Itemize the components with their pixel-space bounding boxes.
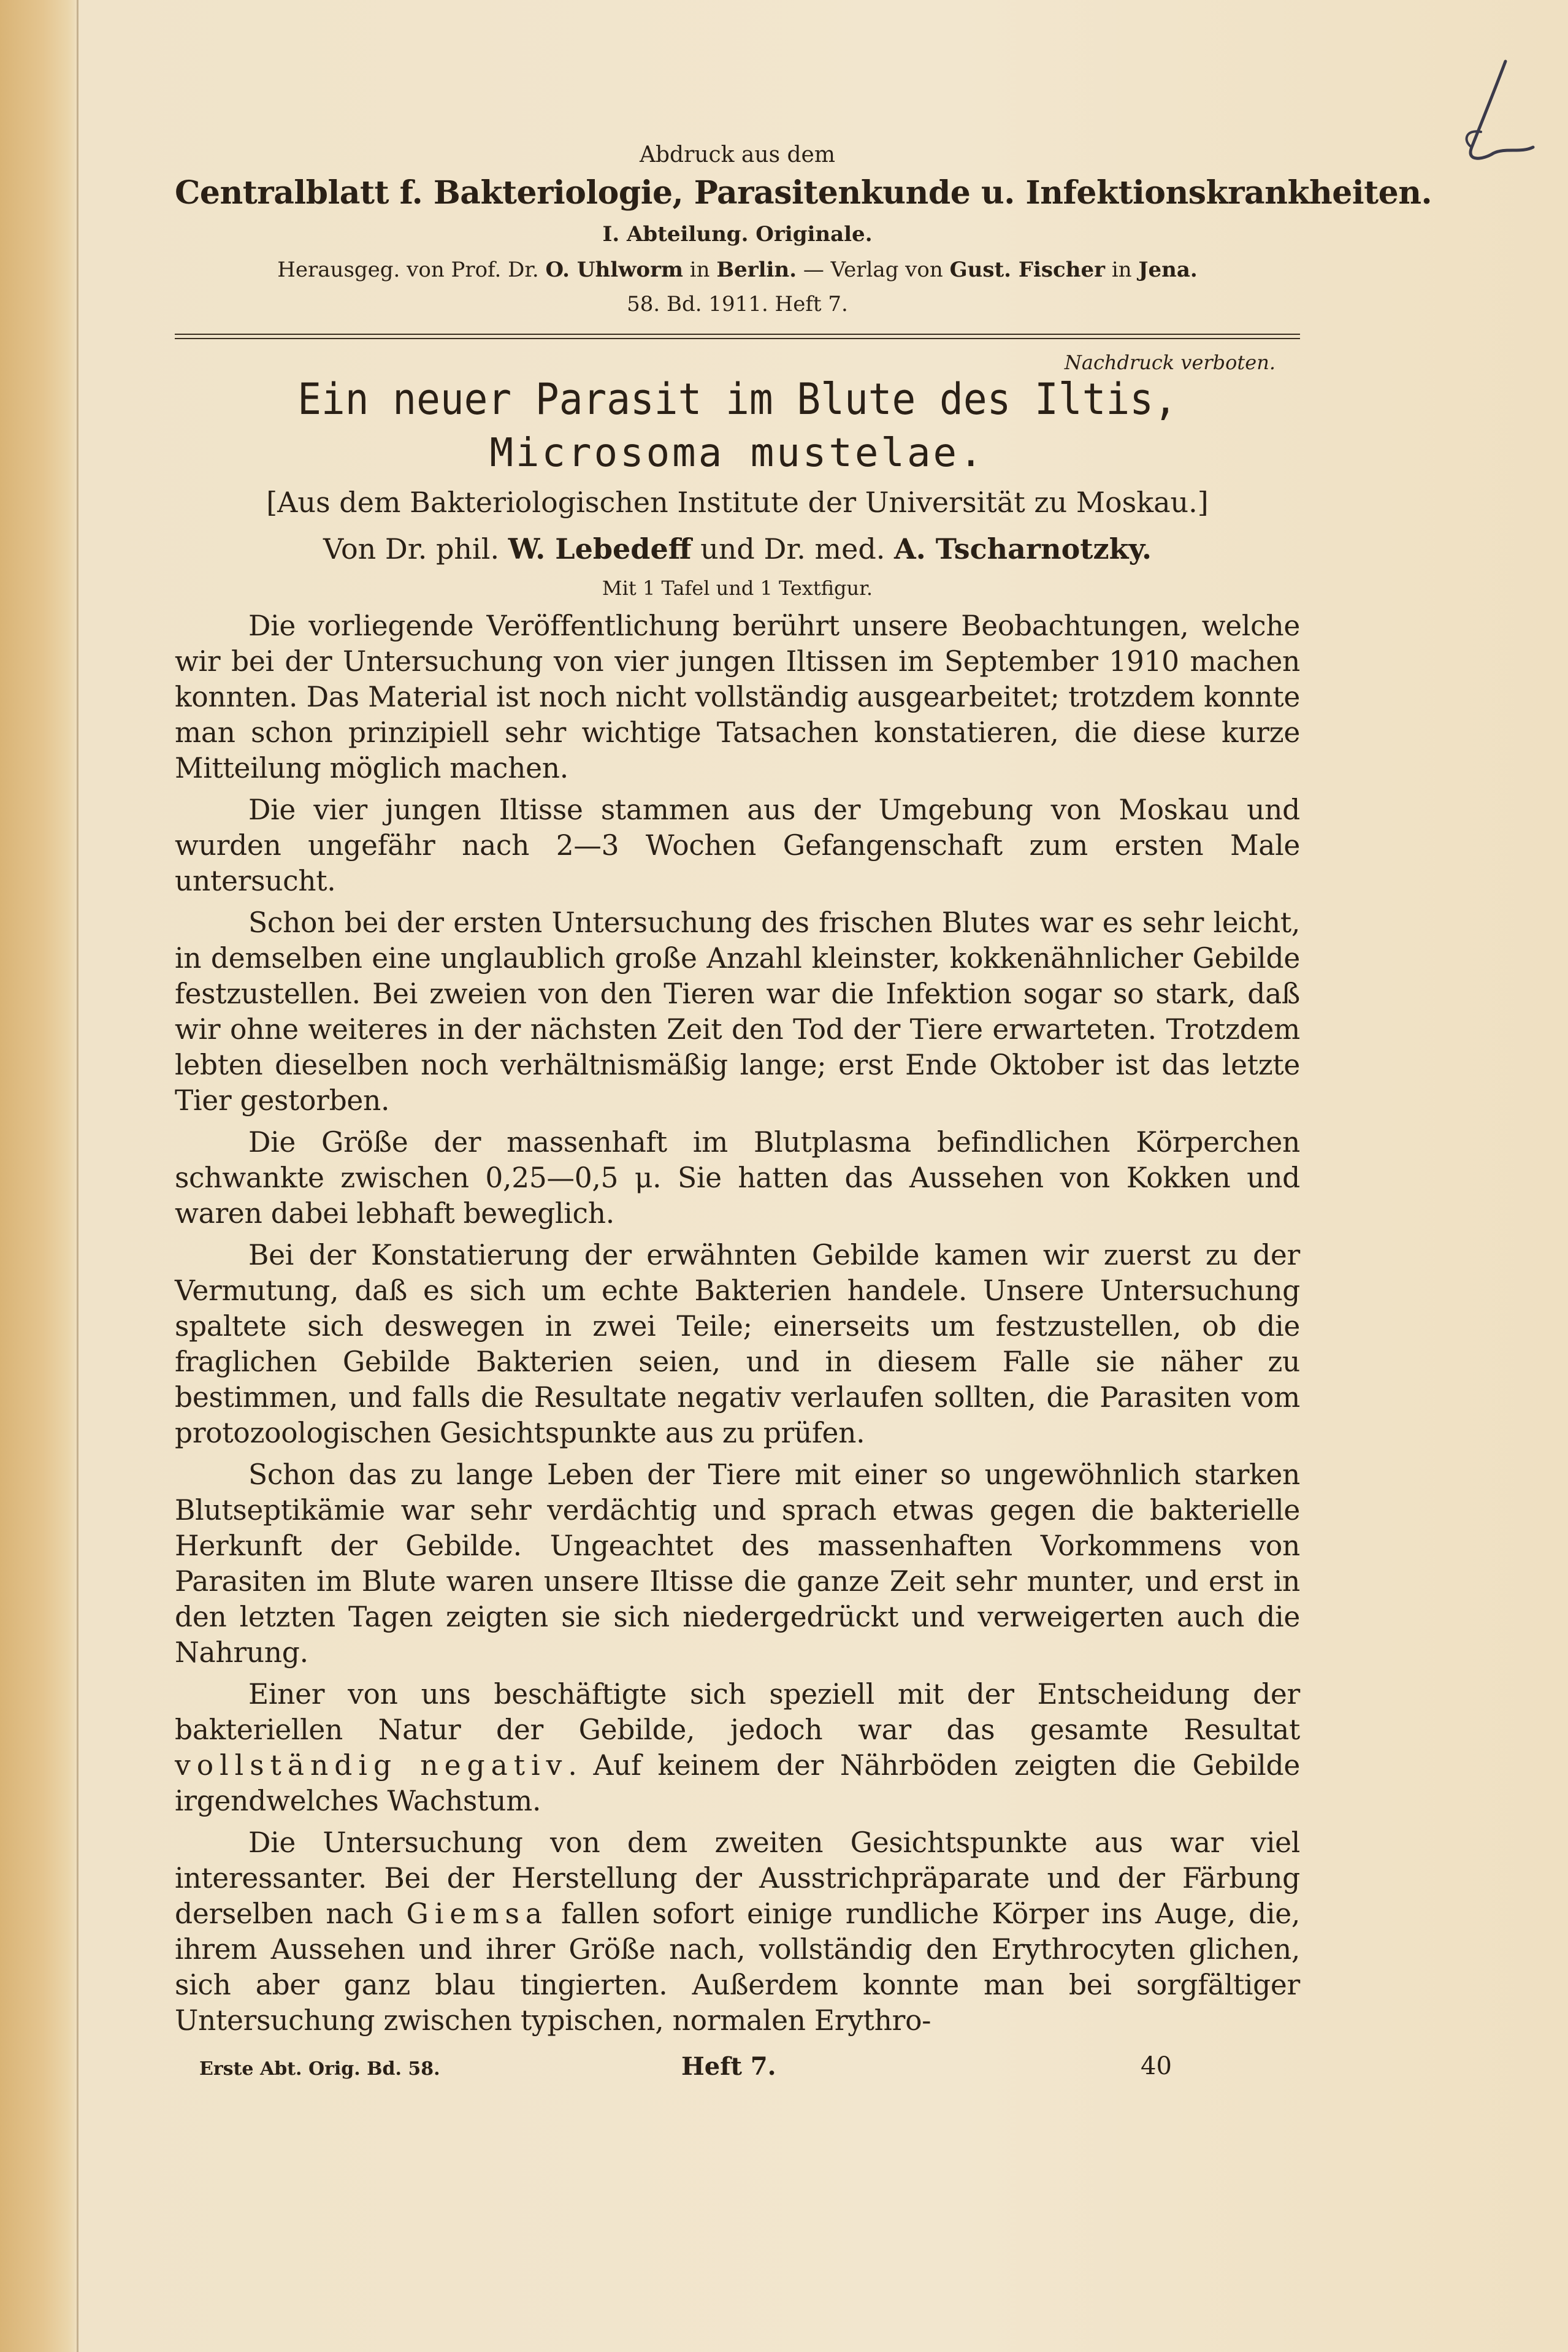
volume-line: 58. Bd. 1911. Heft 7. [627, 292, 848, 316]
institute-line: [Aus dem Bakteriologischen Institute der Universität zu Moskau.] [266, 486, 1209, 519]
journal-title: Centralblatt f. Bakteriologie, Parasitenkunde u. Infektionskrankheiten. [175, 174, 1432, 212]
plates-note: Mit 1 Tafel und 1 Textfigur. [602, 577, 873, 600]
printed-page [175, 0, 1432, 2352]
paragraph-1: Die vorliegende Veröffentlichung berührt unsere Beobachtungen, welche wir bei der Untersuchung von vier jungen Iltissen im September 1910 machen konnten. Das Material ist noch nicht vollständig ausgearbeitet; trotzdem konnte man schon prinzipiell sehr wichtige Tatsachen konstatieren, die diese kurze Mitteilung möglich machen. [175, 610, 1300, 784]
paragraph-7-emphasis: vollständig negativ [175, 1749, 568, 1782]
footer-sheet-number: 40 [1141, 2052, 1172, 2080]
masthead-divider [175, 334, 1300, 339]
authors-prefix: Von Dr. phil. [323, 532, 500, 565]
paragraph-7-end: . Auf keinem der Nährböden zeigten die Gebilde irgendwelches Wachstum. [175, 1749, 1301, 1817]
paragraph-6: Schon das zu lange Leben der Tiere mit einer so ungewöhnlich starken Blutseptikämie war sehr verdächtig und sprach etwas gegen die bakterielle Herkunft der Gebilde. Ungeachtet des massenhaften Vorkommens von Parasiten im Blute waren unsere Iltisse die ganze Zeit sehr munter, und erst in den letzten Tagen zeigten sie sich niedergedrückt und verweigerten auch die Nahrung. [175, 1458, 1300, 1669]
paragraph-4: Die Größe der massenhaft im Blutplasma befindlichen Körperchen schwankte zwischen 0,25—0,5 μ. Sie hatten das Aussehen von Kokken und waren dabei lebhaft beweglich. [175, 1126, 1300, 1230]
reprint-note: Nachdruck verboten. [1064, 351, 1275, 374]
paragraph-3: Schon bei der ersten Untersuchung des frischen Blutes war es sehr leicht, in demselben eine unglaublich große Anzahl kleinster, kokkenähnlicher Gebilde festzustellen. Bei zweien von den Tieren war die Infektion sogar so stark, daß wir ohne weiteres in der nächsten Zeit den Tod der Tiere erwarteten. Trotzdem lebten dieselben noch verhältnismäßig lange; erst Ende Oktober ist das letzte Tier gestorben. [175, 906, 1300, 1117]
publisher-prefix: — Verlag von [803, 258, 943, 282]
binding-fold [77, 0, 78, 2352]
publisher-in: in [1111, 258, 1132, 282]
editor-city: Berlin. [716, 258, 797, 282]
binding-edge [0, 0, 80, 2352]
paragraph-2: Die vier jungen Iltisse stammen aus der Umgebung von Moskau und wurden ungefähr nach 2—3 Wochen Gefangenschaft zum ersten Male untersucht. [175, 794, 1300, 897]
paragraph-8 [175, 1825, 1300, 2039]
article-body [175, 608, 1300, 2045]
author-1: W. Lebedeff [508, 532, 692, 565]
author-2: A. Tscharnotzky. [894, 532, 1152, 565]
authors-mid: und Dr. med. [700, 532, 885, 565]
paragraph-8-start: Die Untersuchung von dem zweiten Gesichtspunkte aus war viel interessanter. Bei der Herstellung der Ausstrichpräparate und der Färbung derselben nach [175, 1826, 1300, 1930]
page-footer [175, 2052, 1300, 2083]
paragraph-8-emphasis: Giemsa [406, 1898, 548, 1930]
editor-line [175, 258, 1300, 282]
journal-section: I. Abteilung. Originale. [602, 222, 873, 247]
publisher-name: Gust. Fischer [949, 258, 1106, 282]
paragraph-7 [175, 1677, 1300, 1819]
authors-line [175, 532, 1300, 565]
editor-prefix: Herausgeg. von Prof. Dr. [277, 258, 539, 282]
masthead-intro: Abdruck aus dem [640, 142, 835, 167]
paragraph-8-end: fallen sofort einige rundliche Körper ins Auge, die, ihrem Aussehen und ihrer Größe nach, vollständig den Erythrocyten glichen, sich aber ganz blau tingierten. Außerdem konnte man bei sorgfältiger Untersuchung zwischen typischen, normalen Erythro- [175, 1898, 1300, 2037]
publisher-city: Jena. [1138, 258, 1198, 282]
footer-issue: Heft 7. [681, 2052, 776, 2081]
editor-name: O. Uhlworm [545, 258, 683, 282]
editor-in: in [689, 258, 710, 282]
footer-signature: Erste Abt. Orig. Bd. 58. [199, 2058, 440, 2080]
paragraph-7-start: Einer von uns beschäftigte sich speziell mit der Entscheidung der bakteriellen Natur der Gebilde, jedoch war das gesamte Resultat [175, 1678, 1300, 1746]
article-subtitle: Microsoma mustelae. [489, 431, 985, 476]
handwritten-mark [1447, 55, 1539, 172]
article-title: Ein neuer Parasit im Blute des Iltis, [297, 374, 1177, 424]
paragraph-5: Bei der Konstatierung der erwähnten Gebilde kamen wir zuerst zu der Vermutung, daß es sich um echte Bakterien handele. Unsere Untersuchung spaltete sich deswegen in zwei Teile; einerseits um festzustellen, ob die fraglichen Gebilde Bakterien seien, und in diesem Falle sie näher zu bestimmen, und falls die Resultate negativ verlaufen sollten, die Parasiten vom protozoologischen Gesichtspunkte aus zu prüfen. [175, 1239, 1300, 1449]
